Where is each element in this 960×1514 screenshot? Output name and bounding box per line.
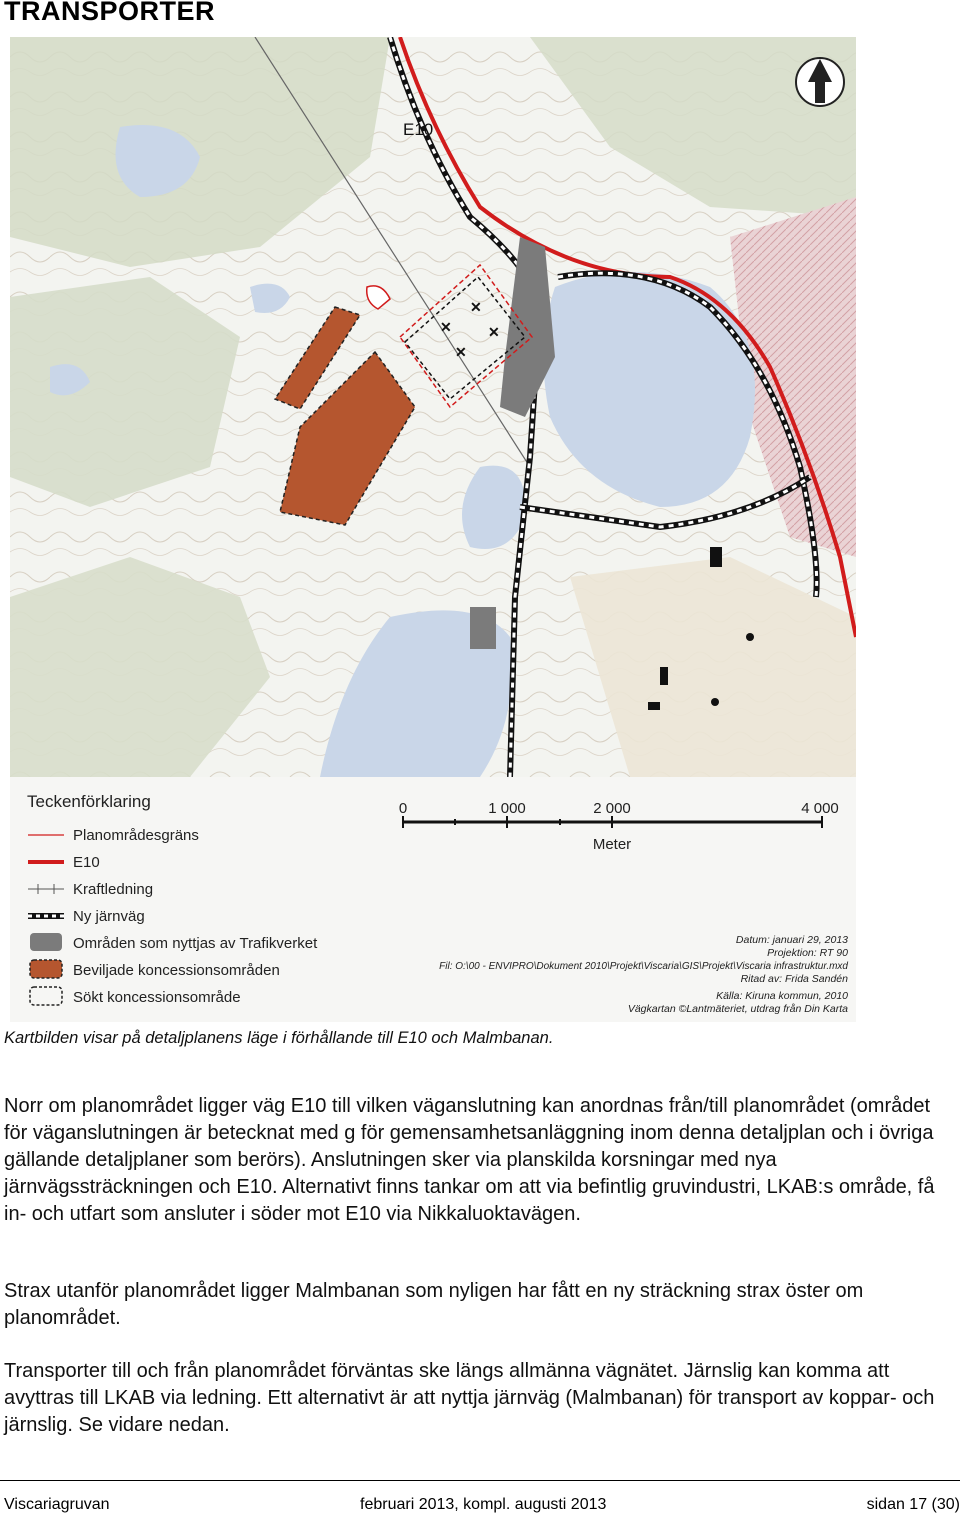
svg-text:✕: ✕ [440,319,452,335]
legend-item-trafikverket: Områden som nyttjas av Trafikverket [73,935,318,952]
map-caption: Kartbilden visar på detaljplanens läge i förhållande till E10 och Malmbanan. [4,1029,554,1047]
legend-panel [10,777,856,1022]
footer-page-number: sidan 17 (30) [866,1496,960,1513]
page-heading: TRANSPORTER [4,0,216,26]
legend-title: Teckenförklaring [27,792,151,811]
svg-text:✕: ✕ [455,344,467,360]
legend-item-applied: Sökt koncessionsområde [73,989,241,1006]
scale-tick-2000: 2 000 [593,800,631,817]
legend-item-power-line: Kraftledning [73,881,154,898]
legend-item-e10: E10 [73,854,100,871]
legend-symbol-trafikverket [30,933,62,951]
metadata-author: Ritad av: Frida Sandén [740,973,848,985]
legend-item-plan-boundary: Planområdesgräns [73,827,199,844]
metadata-date: Datum: januari 29, 2013 [735,934,848,946]
legend-item-granted: Beviljade koncessionsområden [73,962,280,979]
svg-text:✕: ✕ [488,324,500,340]
metadata-copyright: Vägkartan ©Lantmäteriet, utdrag från Din Karta [627,1003,848,1015]
footer-date: februari 2013, kompl. augusti 2013 [360,1496,607,1513]
paragraph-malmbanan: Strax utanför planområdet ligger Malmbanan som nyligen har fått en ny sträckning strax öster om planområdet. [4,1280,864,1329]
metadata-projection: Projektion: RT 90 [767,947,848,959]
legend-item-railway: Ny järnväg [73,908,145,925]
footer-project: Viscariagruvan [4,1496,110,1513]
scale-tick-4000: 4 000 [801,800,839,817]
scale-unit: Meter [592,836,632,853]
paragraph-road-connection: Norr om planområdet ligger väg E10 till vilken väganslutning kan anordnas från/till planområdet (området för väganslutningen är betecknat med g för gemensamhetsanläggning inom denna detaljplan och i övriga gällande detaljplaner som berörs). Anslutningen sker via planskilda korsningar med nya järnvägssträckningen och E10. Alternativt finns tankar om att via befintlig gruvindustri, LKAB:s område, få in- och utfart som ansluter i söder mot E10 via Nikkaluoktavägen. [4,1095,935,1225]
metadata-file: Fil: O:\00 - ENVIPRO\Dokument 2010\Projekt\Viscaria\GIS\Projekt\Viscaria infrastruktur.mxd [439,961,848,972]
legend-symbol-granted [30,960,62,978]
footer-divider [0,1480,960,1481]
scale-tick-0: 0 [398,800,408,817]
north-arrow-icon [796,58,844,106]
paragraph-transports: Transporter till och från planområdet förväntas ske längs allmänna vägnätet. Järnslig kan komma att avyttras till LKAB via ledning. Ett alternativt är att nyttja järnväg (Malmbanan) för transport av koppar- och järnslig. Se vidare nedan. [4,1360,935,1436]
map-figure [10,37,856,1022]
svg-text:✕: ✕ [470,299,482,315]
metadata-source: Källa: Kiruna kommun, 2010 [716,990,848,1002]
map-svg [10,37,856,1022]
scale-tick-1000: 1 000 [488,800,526,817]
map-road-label: E10 [403,120,434,139]
